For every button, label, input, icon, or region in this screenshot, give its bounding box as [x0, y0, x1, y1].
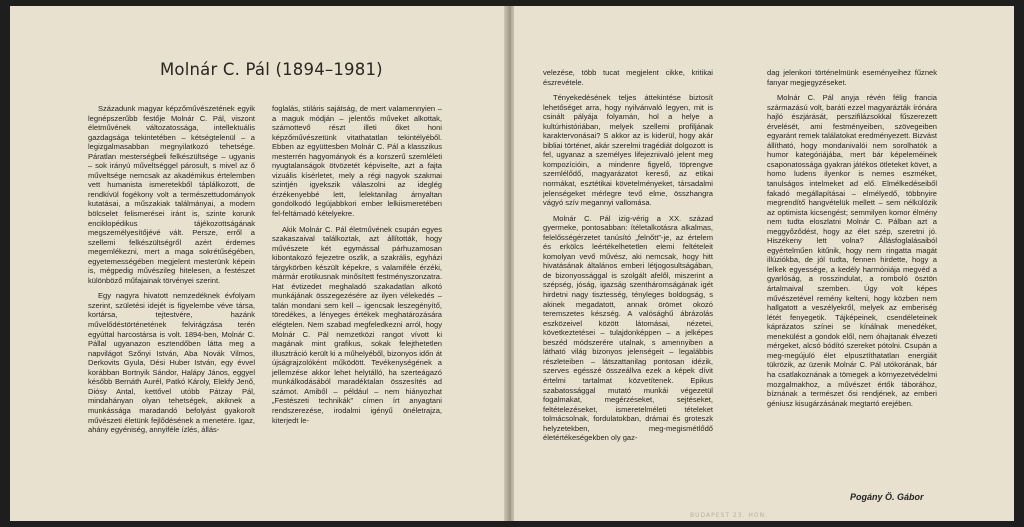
- page-title: Molnár C. Pál (1894–1981): [160, 60, 383, 79]
- paragraph: Molnár C. Pál izig-vérig a XX. század gyermeke, pontosabban: ítéletalkotásra alkalmas, felelősségérzetet tanúsító „felnőtt”-je, az értelem és erkölcs leértékelhetetlen elemi feltételeit komolyan vevő művész, aki nemcsak, hogy hitt hivatásának általános emberi létjogosultságában, de bizonyossággal is szolgált afelől, miszerint a szépség, jóság, igazság szentháromságának igét hirdetni nagy tisztesség, tényleges boldogság, s akinek megadatott, annak örömet okozó teremszetes készség. A valósághű ábrázolás eszközeivel között látomásai, nézetei, következtetései – tulajdonképpen – a jelképes beszéd módszerére utalnak, s amennyiben a látható világ bizonyos jelenségeit – legalábbis részleteiben – látszattanilag pontosan idézik, szerves egésszé összeállva ezek a képek dívit értelmi tartalmat közvetítenek. Epikus szabatossággal mutató munkái végezetül fogalmakat, megérzéseket, sejtéseket, feltételezéseket, ismeretelméleti tételeket tolmácsolnak, fordulatokban, drámai és groteszk helyzetekben, meg-megismétlődő életértékeségekben oly gaz-: [543, 213, 713, 443]
- paragraph: Molnár C. Pál anyja révén félig francia származású volt, baráti ezzel magyarázták írónára hajló észjárását, perszifilázsokkal fűszerezett érvelését, ami festményeiben, szövegeiben egyaránt remek találatokat eredményezett. Bizvást állítható, hogy mondanivalói nem sorolhatók a humor kategóriájába, mert bár képeleméinek csaponatossága gyakran játékos ötleteket követ, a homo ludens ilyenkor is nemes eszméket, tanulságos intelmeket ad elő. Elmélkedéseiből fakadó megállapításai – elmélyedő, többnyire megrendítő hangvételük mellett – sem nélkülözik az optimista kicsengést; semmilyen komor élmény nem tudta eloszlatni Molnár C. Pálban azt a meggyőződést, hogy az élet szép, szeretni jó. Hiszékeny lett volna? Állásfoglalásaiból egyértelműen kitűnik, hogy nem ringatta magát illúziókba, de jól tudta, fennen hirdette, hogy a lelkek egyessége, a kedély harmóniája megvéd a gyarlóság, a rosszindulat, a romboló ösztön ártalmaival szemben. Úgy volt képes művészetével remény kelteni, hogy közben nem hallgatott a veszélyekről, melyek az emberiség létét fenyegetik. Tájképeinek, csendéleteinek káprázatos színei se kínálnak menedéket, menekülést a gondok elől, nem óhajtanak élvezeti mérgeket, alcsó bódító szereket pótolni. Csupán a meg-megújuló élet elpusztíthatatlan energiáit tükrözik, az üzenik Molnár C. Pál utókorának, bár ha csatlakoznának a tömegek a környezetvédelmi mozgalmakhoz, a művészet értők táborához, bíznának a természet ősi rendjének, az emberi géniusz kisugárzásának megtartó erejében.: [767, 93, 937, 408]
- author-signature: Pogány Ö. Gábor: [850, 492, 924, 502]
- paragraph: Századunk magyar képzőművészetének egyik legnépszerűbb festője Molnár C. Pál, viszont életművének változatossága, intellektuális gazdagsága tekintetében – kétségtelenül – a legizgalmasabban megnyilatkozó tehetsége. Páratlan mesterségbeli felkészültsége – ugyanis – sok irányú műveltséggel párosult, s mivel az ő műveltsége nemcsak az akadémikus értelemben vett humanista ismeretekből táplálkozott, de rendkívül fogékony volt a természettudományok kutatásai, a műszakiak találmányai, a modern bölcselet felismerései iránt is, szinte korunk enciklopédikus tájékozottságának megszemélyesítőjévé vált. Persze, erről a szellemi felkészültségről azért érdemes megemlékezni, mert a maga sokrétűségében, egyetemességében megjelent mesterünk képein is, mégpedig művészileg hitelesen, a festészet különböző műfajainak törvényei szerint.: [88, 104, 255, 285]
- paragraph: Akik Molnár C. Pál életművének csupán egyes szakaszaival találkoztak, azt állították, hogy művészete két egymással párhuzamosan kibontakozó fejezetre oszlik, a szakrális, egyházi tárgykörben készült képekre, s valamiféle érzéki, mármár erotikusnak minősített festményszonzatra. Hat évtizedet meghaladó szakadatlan alkotó munkájának összegezésére az ilyen vélekedés – talán mondani sem kell – igencsak leszegényítő, töredékes, a lényeges értékek meghatározására elégtelen. Nem szabad megfeledkezni arról, hogy Molnár C. Pál nemzetközi rangot vívott ki magának mint grafikus, sokak felejthetetlen illusztráció került ki a műhelyéből, bizonyos időn át újságrajzolóként működött. Tevékenységének a jellemzése akkor lehet helytálló, ha szerteágazó munkálkodásából maradéktalan összesítés ad számot. Amiből – például – nem hiányozhat „Festészeti technikák” címen írt anyagtani rendszerezése, irodalmi igényű önéletrajza, kiterjedt le-: [272, 224, 442, 425]
- text-column-4: [767, 68, 937, 414]
- text-column-2: [272, 104, 442, 431]
- paragraph: Egy nagyra hivatott nemzedéknek évfolyam szerint, születési idejét is figyelembe véve társa, kortársa, tejtestvére, hazánk művelődéstörténetének felvirágzása terén egyúttal harcostársa is volt. 1894-ben, Molnár C. Pállal ugyanazon esztendőben látta meg a napvilágot Szőnyi István, Aba Novák Vilmos, Derkovits Gyula, Dési Huber István, egy évvel korábban Bortnyik Sándor, Halápy János, eggyel később Bernáth Aurél, Patkó Károly, Elekfy Jenő, Diósy Antal, kettővel utóbb Pátzay Pál, mindahányan olyan tehetségek, akiknek a munkássága maradandó befolyást gyakorolt művészeti életünk fejlődésének a menetére. Igaz, ahány egyéniség, annyiféle ízlés, állás-: [88, 291, 255, 435]
- page-stamp: BUDAPEST 23. HON.: [690, 512, 768, 519]
- left-page: [10, 6, 508, 521]
- paragraph: velezése, több tucat megjelent cikke, kritikai észrevétele.: [543, 68, 713, 87]
- text-column-1: [88, 104, 255, 441]
- text-column-3: [543, 68, 713, 449]
- paragraph: dag jelenkori történelmünk eseményeihez fűznek fanyar megjegyzéseket.: [767, 68, 937, 87]
- paragraph: foglalás, stiláris sajátság, de mert valamennyien – a maguk módján – jelentős műveket alkottak, számottevő részt illeti őket honi képzőművészetünk vitathatatlan tekintélyéből. Ebben az együttesben Molnár C. Pál a klasszikus mesterrén hagyományok és a korszerű szemléleti nyugtalanságok ötvözetét képviselte, azt a fajta vizuális kísérletet, mely a régi nagyok szakmai szintjén igyekszik válaszolni az ideglég érzékenyebbé lett, lelektanilag árnyaltan gondolkodó legújabbkori ember lelkiismeretében fel-feltámadó kételyekre.: [272, 104, 442, 219]
- book-spread: [10, 6, 1014, 521]
- right-page: [514, 6, 1014, 521]
- paragraph: Tényekedésének teljes áttekintése biztosít lehetőséget arra, hogy nyilvánvaló legyen, mit is csinált pályája folyamán, hol a helye a kultúrhistóriában, melyek szellemi profiljának karaktervonásai? S akkor az is kiderül, hogy akár bibliai történet, akár szerelmi tragédiát dolgozott is fel, ugyanaz a személyes lifejeznivaló jelent meg kompozícióin, a mindenre figyelő, töprengve szemlélődő, magyarázatot kereső, az etikai normákat, esztétikai követelményeket, társadalmi jelenségeket mérlegre tevő elme, összhangra vágyó szív megannyi vallomása.: [543, 93, 713, 208]
